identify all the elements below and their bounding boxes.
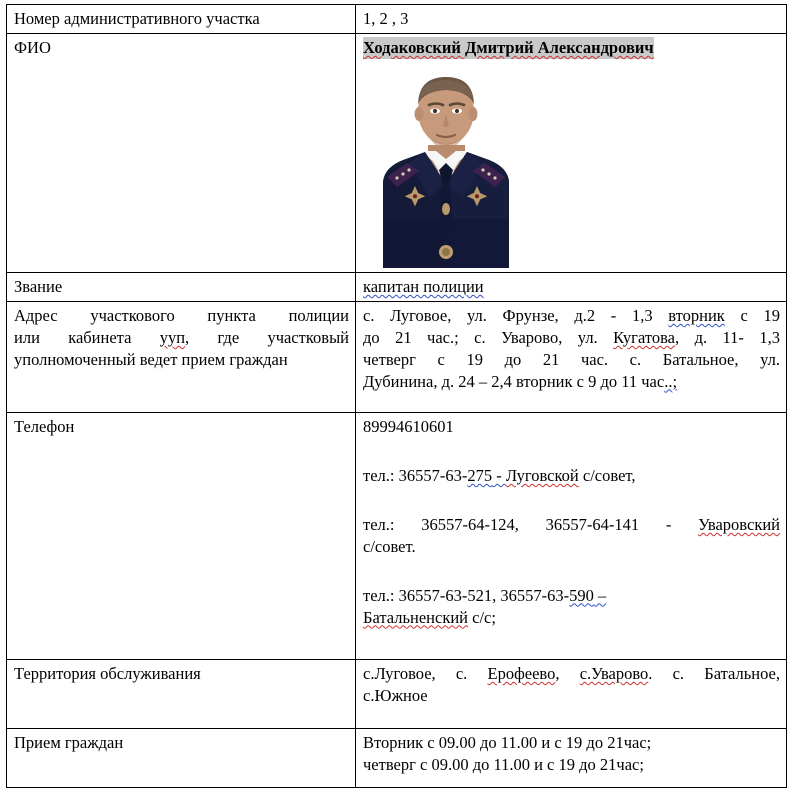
territory-line-2: с.Южное bbox=[363, 685, 428, 705]
value-rank bbox=[356, 272, 787, 301]
label-address-uup: ууп bbox=[159, 327, 186, 347]
table-row-address bbox=[7, 301, 787, 412]
territory-uvarovo: с.Уварово bbox=[579, 663, 649, 683]
label-address-line2: или кабинета ууп, где участковый bbox=[14, 327, 349, 347]
spacer-1 bbox=[363, 438, 780, 465]
phone-batalnenskiy-name: Батальненский bbox=[363, 607, 468, 627]
label-fio: ФИО bbox=[7, 33, 356, 272]
phone-batalnenskiy-name-line: Батальненский с/с; bbox=[363, 607, 496, 627]
territory-erofeevo: Ерофеево bbox=[487, 663, 556, 683]
phone-uvarovskiy-suffix: с/совет. bbox=[363, 536, 416, 556]
value-phone bbox=[356, 412, 787, 659]
table-row-territory bbox=[7, 659, 787, 728]
police-officer-info-table bbox=[6, 4, 787, 788]
address-line-4: Дубинина, д. 24 – 2,4 вторник с 9 до 11 час..; bbox=[363, 371, 678, 391]
phone-lugovskoy-name: Луговской bbox=[505, 465, 579, 485]
territory-line-1: с.Луговое, с. Ерофеево, с.Уварово. с. Батальное, bbox=[363, 663, 780, 683]
officer-portrait-photo bbox=[363, 59, 530, 268]
value-reception bbox=[356, 728, 787, 787]
spacer-3 bbox=[363, 558, 780, 585]
rank-text: капитан полиции bbox=[363, 276, 484, 296]
phone-275: 275 bbox=[467, 465, 493, 485]
label-address-line3: уполномоченный ведет прием граждан bbox=[14, 349, 288, 369]
label-rank: Звание bbox=[7, 272, 356, 301]
value-address bbox=[356, 301, 787, 412]
phone-mobile: 89994610601 bbox=[363, 416, 454, 436]
reception-line-2: четверг с 09.00 до 11.00 и с 19 до 21час; bbox=[363, 754, 644, 774]
value-district-number: 1, 2 , 3 bbox=[356, 5, 787, 34]
address-vtornik: вторник bbox=[668, 305, 725, 325]
phone-uvarovskiy: тел.: 36557-64-124, 36557-64-141 - Уваровский bbox=[363, 514, 780, 534]
value-territory bbox=[356, 659, 787, 728]
phone-batalnenskiy: тел.: 36557-63-521, 36557-63-590 – bbox=[363, 585, 607, 605]
label-district-number: Номер административного участка bbox=[7, 5, 356, 34]
phone-590: 590 bbox=[569, 585, 594, 605]
table-row-fio bbox=[7, 33, 787, 272]
spacer-2 bbox=[363, 487, 780, 514]
address-line-3: четверг с 19 до 21 час. с. Батальное, ул. bbox=[363, 349, 780, 369]
address-line-2: до 21 час.; с. Уварово, ул. Кугатова, д. 11- 1,3 bbox=[363, 327, 781, 347]
label-territory: Территория обслуживания bbox=[7, 659, 356, 728]
label-address-line1: Адрес участкового пункта полиции bbox=[14, 305, 349, 325]
address-line-1: с. Луговое, ул. Фрунзе, д.2 - 1,3 вторник с 19 bbox=[363, 305, 780, 325]
reception-line-1: Вторник с 09.00 до 11.00 и с 19 до 21час; bbox=[363, 732, 652, 752]
address-trailing-punct: ..; bbox=[664, 371, 678, 391]
value-fio bbox=[356, 33, 787, 272]
table-row-district-number bbox=[7, 5, 787, 34]
phone-lugovskoy: тел.: 36557-63-275 - Луговской с/совет, bbox=[363, 465, 636, 485]
label-phone: Телефон bbox=[7, 412, 356, 659]
table-row-phone bbox=[7, 412, 787, 659]
label-address bbox=[7, 301, 356, 412]
label-reception: Прием граждан bbox=[7, 728, 356, 787]
table-row-reception bbox=[7, 728, 787, 787]
address-kugatova: Кугатова bbox=[613, 327, 675, 347]
officer-full-name: Ходаковский Дмитрий Александрович bbox=[363, 37, 654, 57]
phone-uvarovskiy-name: Уваровский bbox=[698, 514, 780, 534]
table-row-rank bbox=[7, 272, 787, 301]
